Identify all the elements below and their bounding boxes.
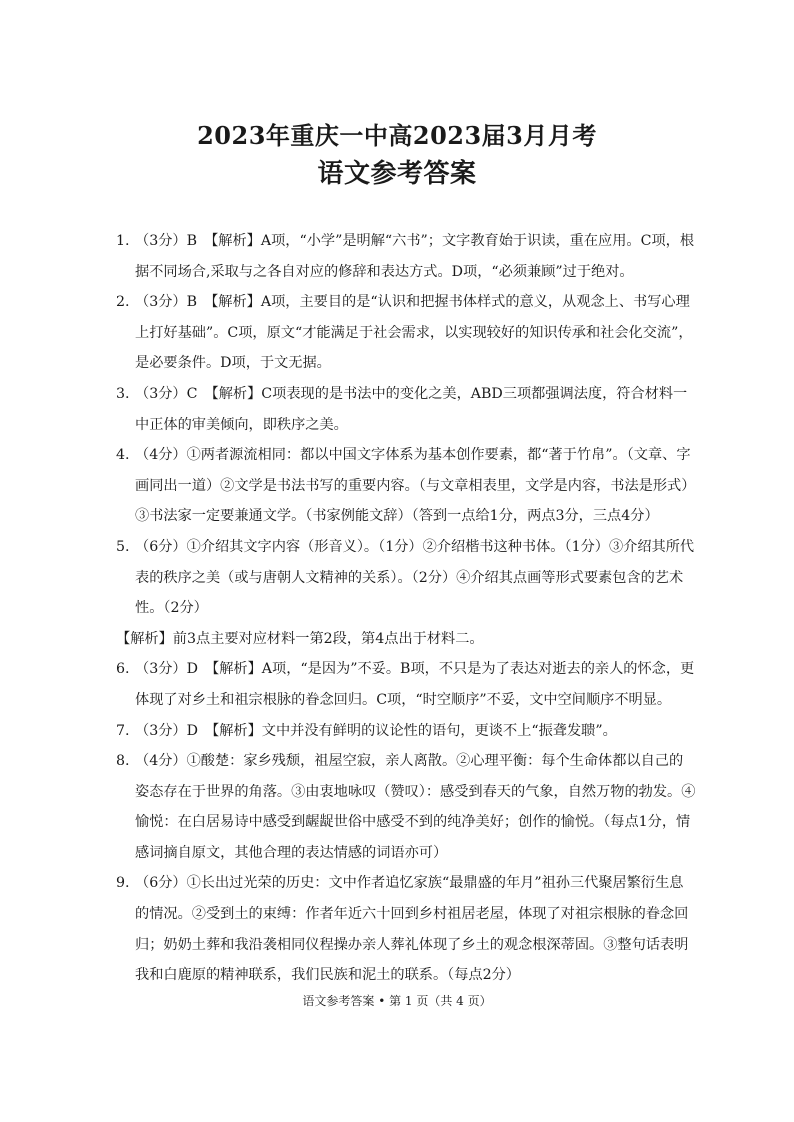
answer-item-4 [116, 440, 696, 532]
answer-text: （6分）①介绍其文字内容（形音义）。（1分）②介绍楷书这种书体。（1分）③介绍其所代表的秩序之美（或与唐朝人文精神的关系）。（2分）④介绍其点画等形式要素包含的艺术性。（2分） [135, 538, 695, 617]
answer-text: （6分）①长出过光荣的历史：文中作者追忆家族“最鼎盛的年月”祖孙三代聚居繁衍生息的情况。②受到土的束缚：作者年近六十回到乡村祖居老屋，体现了对祖宗根脉的眷念回归；奶奶土葬和我沿袭相同仪程操办亲人葬礼体现了乡土的观念根深蒂固。③整句话表明我和白鹿原的精神联系，我们民族和泥土的联系。（每点2分） [135, 875, 689, 984]
answer-item-5 [116, 532, 696, 624]
answer-text: （3分）D 【解析】A项，“是因为”不妥。B项，不只是为了表达对逝去的亲人的怀念，更体现了对乡土和祖宗根脉的眷念回归。C项，“时空顺序”不妥，文中空间顺序不明显。 [135, 661, 695, 708]
document-title: 2023年重庆一中高2023届3月月考 [197, 121, 597, 150]
answer-item-2 [116, 287, 696, 379]
answer-number: 2. [116, 294, 130, 311]
answer-number: 5. [116, 538, 130, 555]
answer-text: （3分）D 【解析】文中并没有鲜明的议论性的语句，更谈不上“振聋发聩”。 [135, 722, 617, 739]
answer-item-9 [116, 868, 696, 990]
answer-text: （4分）①两者源流相同：都以中国文字体系为基本创作要素，都“著于竹帛”。（文章、字画同出一道）②文学是书法书写的重要内容。（与文章相表里，文学是内容，书法是形式）③书法家一定要兼通文学。（书家例能文辞）（答到一点给1分，两点3分，三点4分） [135, 447, 696, 525]
answer-number: 4. [116, 447, 130, 464]
answer-number: 9. [116, 875, 130, 892]
answer-text: （4分）①酸楚：家乡残颓，祖屋空寂，亲人离散。②心理平衡：每个生命体都以自己的姿态存在于世界的角落。③由衷地咏叹（赞叹）：感受到春天的气象，自然万物的勃发。④愉悦：在白居易诗中感受到龌龊世俗中感受不到的纯净美好；创作的愉悦。（每点1分，情感词摘自原文，其他合理的表达情感的词语亦可） [135, 753, 696, 861]
answer-text: （3分）B 【解析】A项，“小学”是明解“六书”；文字教育始于识读，重在应用。C项，根据不同场合,采取与之各自对应的修辞和表达方式。D项，“必须兼顾”过于绝对。 [135, 233, 695, 280]
answer-item-3 [116, 379, 696, 440]
answer-number: 1. [116, 233, 130, 249]
answer-number: 8. [116, 753, 130, 770]
page-footer: 语文参考答案 • 第 1 页（共 4 页） [302, 994, 492, 1008]
answer-list [116, 226, 696, 991]
answer-item-7 [116, 716, 696, 747]
answer-5-analysis [116, 624, 696, 655]
answer-number: 3. [116, 385, 130, 402]
document-subtitle: 语文参考答案 [317, 159, 477, 189]
analysis-text: 【解析】前3点主要对应材料一第2段，第4点出于材料二。 [116, 630, 484, 647]
answer-number: 6. [116, 661, 130, 678]
answer-item-6 [116, 654, 696, 715]
answer-number: 7. [116, 722, 130, 739]
answer-text: （3分）B 【解析】A项，主要目的是“认识和把握书体样式的意义，从观念上、书写心理上打好基础”。C项，原文“才能满足于社会需求，以实现较好的知识传承和社会化交流”，是必要条件。D项，于文无据。 [135, 294, 693, 372]
answer-item-8 [116, 746, 696, 868]
answer-text: （3分）C 【解析】C项表现的是书法中的变化之美，ABD三项都强调法度，符合材料一中正体的审美倾向，即秩序之美。 [135, 385, 688, 433]
answer-item-1 [116, 226, 696, 287]
